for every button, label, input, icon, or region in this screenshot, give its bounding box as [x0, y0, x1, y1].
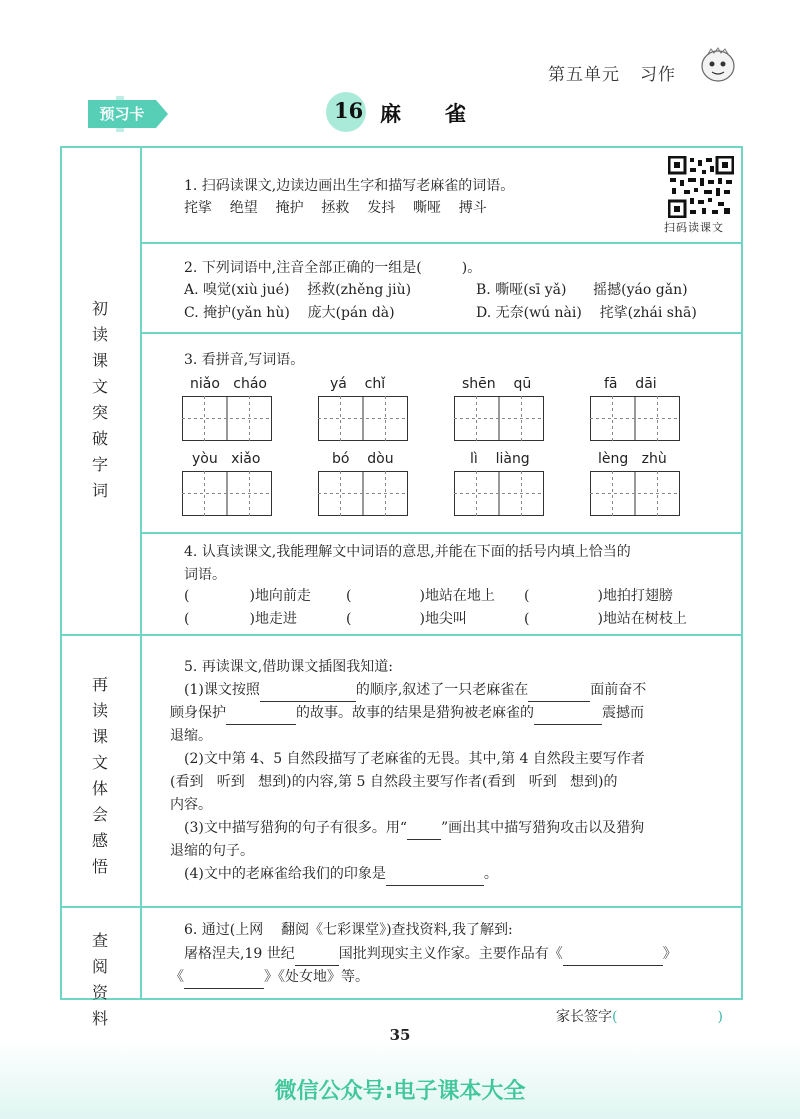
- section-divider: [140, 146, 142, 1000]
- mascot-icon: [698, 44, 738, 84]
- section-label: 习作: [640, 65, 676, 85]
- char-box[interactable]: [590, 471, 680, 516]
- q4-item[interactable]: ( )地拍打翅膀: [524, 588, 673, 604]
- q5-part3-line1: (3)文中描写猎狗的句子有很多。用“ ”画出其中描写猎狗攻击以及猎狗: [184, 816, 644, 840]
- unit-header: [548, 60, 696, 85]
- q4-prompt-cont: 词语。: [184, 567, 226, 583]
- pinyin-8: lèng zhù: [598, 451, 667, 467]
- q6-line1: 屠格涅夫,19 世纪 国批判现实主义作家。主要作品有《 》: [184, 942, 677, 966]
- q4-item[interactable]: ( )地站在树枝上: [524, 611, 687, 627]
- divider-q2: [142, 332, 742, 334]
- q5-part4: (4)文中的老麻雀给我们的印象是 。: [184, 862, 498, 886]
- q3-prompt: 3. 看拼音,写词语。: [184, 352, 305, 368]
- q6-prompt: 6. 通过(上网 翻阅《七彩课堂》)查找资料,我了解到:: [184, 922, 513, 938]
- answer-blank[interactable]: [386, 869, 484, 886]
- answer-blank[interactable]: [528, 685, 590, 702]
- char-box[interactable]: [182, 396, 272, 441]
- parent-signature[interactable]: 家长签字( ): [556, 1009, 723, 1025]
- q5-part1-line2: 顾身保护 的故事。故事的结果是猎狗被老麻雀的 震撼而: [170, 701, 644, 725]
- q6-line2: 《 》《处女地》等。: [170, 965, 369, 989]
- char-box[interactable]: [454, 471, 544, 516]
- qr-code[interactable]: [668, 156, 734, 218]
- unit-label: 第五单元: [548, 65, 620, 85]
- q5-part2-line2: (看到 听到 想到)的内容,第 5 自然段主要写作者(看到 听到 想到)的: [170, 774, 618, 790]
- answer-blank[interactable]: [534, 708, 602, 725]
- q4-prompt: 4. 认真读课文,我能理解文中词语的意思,并能在下面的括号内填上恰当的: [184, 544, 631, 560]
- answer-blank[interactable]: [226, 708, 296, 725]
- qr-caption: 扫码读课文: [664, 221, 724, 234]
- q4-item[interactable]: ( )地走进: [184, 611, 297, 627]
- pinyin-1: niǎo cháo: [190, 376, 267, 392]
- q2-option-d[interactable]: D. 无奈(wú nài) 挓挲(zhái shā): [476, 305, 697, 321]
- char-box[interactable]: [318, 396, 408, 441]
- q2-option-a[interactable]: A. 嗅觉(xiù jué) 拯救(zhěng jiù): [184, 282, 412, 298]
- pinyin-4: fā dāi: [604, 376, 657, 392]
- q5-part3-line2: 退缩的句子。: [170, 843, 254, 859]
- divider-section1: [60, 634, 743, 636]
- q4-item[interactable]: ( )地向前走: [184, 588, 311, 604]
- char-box[interactable]: [454, 396, 544, 441]
- q2-option-c[interactable]: C. 掩护(yǎn hù) 庞大(pán dà): [184, 305, 395, 321]
- q5-part1-line3: 退缩。: [170, 728, 212, 744]
- lesson-number: 16: [334, 98, 364, 123]
- answer-blank[interactable]: [260, 685, 356, 702]
- char-box[interactable]: [182, 471, 272, 516]
- q4-item[interactable]: ( )地站在地上: [346, 588, 495, 604]
- pinyin-6: bó dòu: [332, 451, 394, 467]
- char-box[interactable]: [590, 396, 680, 441]
- badge-label: 预习卡: [99, 105, 145, 123]
- pinyin-3: shēn qū: [462, 376, 532, 392]
- page-number: 35: [389, 1026, 411, 1044]
- q1-words: 挓挲 绝望 掩护 拯救 发抖 嘶哑 搏斗: [184, 200, 487, 216]
- answer-blank[interactable]: [184, 972, 264, 989]
- q5-part2-line3: 内容。: [170, 797, 212, 813]
- q2-prompt: 2. 下列词语中,注音全部正确的一组是( )。: [184, 260, 482, 276]
- pinyin-7: lì liàng: [470, 451, 530, 467]
- divider-q3: [142, 532, 742, 534]
- pinyin-5: yòu xiǎo: [192, 451, 261, 467]
- q5-part1-line1: (1)课文按照 的顺序,叙述了一只老麻雀在 面前奋不: [184, 678, 646, 702]
- pinyin-2: yá chǐ: [330, 376, 386, 392]
- char-box[interactable]: [318, 471, 408, 516]
- section-label-3: 查阅资料: [91, 931, 108, 1028]
- section-label-2: 再读课文 体会感悟: [91, 675, 108, 876]
- q2-option-b[interactable]: B. 嘶哑(sī yǎ) 摇撼(yáo gǎn): [476, 282, 688, 298]
- answer-blank[interactable]: [563, 949, 663, 966]
- divider-q1: [142, 242, 742, 244]
- wechat-footer: 微信公众号:电子课本大全: [274, 1079, 526, 1104]
- divider-section2: [60, 906, 743, 908]
- answer-blank[interactable]: [295, 949, 339, 966]
- q5-part2-line1: (2)文中第 4、5 自然段描写了老麻雀的无畏。其中,第 4 自然段主要写作者: [184, 751, 645, 767]
- underline-sample: [407, 823, 441, 840]
- section-label-1: 初读课文 突破字词: [91, 299, 108, 500]
- q4-item[interactable]: ( )地尖叫: [346, 611, 467, 627]
- q5-prompt: 5. 再读课文,借助课文插图我知道:: [184, 659, 393, 675]
- lesson-name: 麻雀: [380, 101, 510, 126]
- q1-prompt: 1. 扫码读课文,边读边画出生字和描写老麻雀的词语。: [184, 178, 515, 194]
